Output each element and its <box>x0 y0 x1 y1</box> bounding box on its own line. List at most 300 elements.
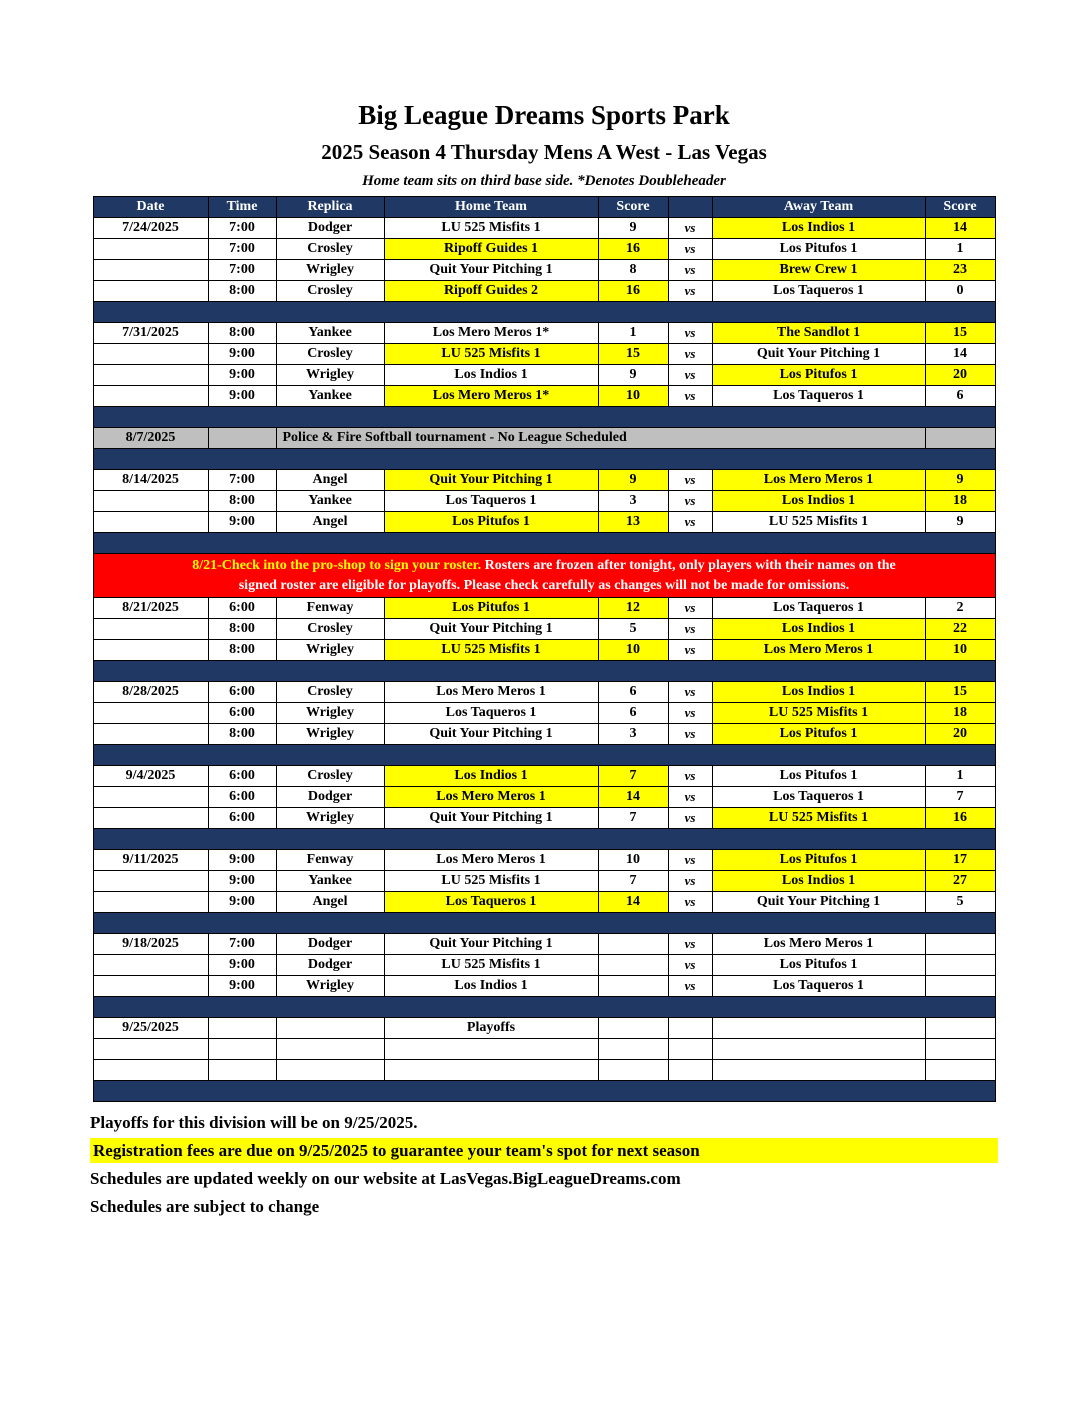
time-cell: 9:00 <box>208 512 276 533</box>
away-score-cell: 14 <box>925 344 995 365</box>
away-team-cell: LU 525 Misfits 1 <box>712 703 925 724</box>
date-cell <box>93 344 208 365</box>
away-score-cell: 6 <box>925 386 995 407</box>
away-score-cell: 14 <box>925 218 995 239</box>
date-cell <box>93 892 208 913</box>
away-team-cell: Los Pitufos 1 <box>712 365 925 386</box>
date-cell <box>93 640 208 661</box>
away-team-cell: LU 525 Misfits 1 <box>712 512 925 533</box>
home-score-cell: 12 <box>598 598 668 619</box>
away-team-cell: Los Pitufos 1 <box>712 850 925 871</box>
game-row <box>93 850 995 871</box>
game-row <box>93 470 995 491</box>
replica-cell: Yankee <box>276 491 384 512</box>
home-score-cell <box>598 976 668 997</box>
home-score-cell: 10 <box>598 850 668 871</box>
vs-cell: vs <box>668 787 712 808</box>
separator-bar <box>93 745 995 766</box>
separator-row <box>93 745 995 766</box>
home-team-cell: Los Pitufos 1 <box>384 598 598 619</box>
time-cell: 7:00 <box>208 239 276 260</box>
home-score-cell: 10 <box>598 386 668 407</box>
vs-cell: vs <box>668 598 712 619</box>
header-away-team: Away Team <box>712 197 925 218</box>
vs-cell: vs <box>668 976 712 997</box>
home-score-cell: 10 <box>598 640 668 661</box>
home-team-note: Home team sits on third base side. *Denotes Doubleheader <box>362 173 726 189</box>
replica-cell: Crosley <box>276 239 384 260</box>
time-cell: 8:00 <box>208 619 276 640</box>
game-row <box>93 260 995 281</box>
home-team-cell: Los Mero Meros 1* <box>384 323 598 344</box>
home-team-cell: Los Taqueros 1 <box>384 892 598 913</box>
header-vs <box>668 197 712 218</box>
vs-cell: vs <box>668 491 712 512</box>
header-home-score: Score <box>598 197 668 218</box>
roster-banner-row <box>93 554 995 598</box>
date-cell <box>93 619 208 640</box>
vs-cell: vs <box>668 871 712 892</box>
away-team-cell: Los Taqueros 1 <box>712 386 925 407</box>
away-score-cell: 18 <box>925 491 995 512</box>
separator-bar <box>93 997 995 1018</box>
game-row <box>93 365 995 386</box>
away-team-cell: LU 525 Misfits 1 <box>712 808 925 829</box>
away-score-cell: 2 <box>925 598 995 619</box>
vs-cell: vs <box>668 386 712 407</box>
away-team-cell: Los Indios 1 <box>712 619 925 640</box>
replica-cell: Fenway <box>276 598 384 619</box>
home-score-cell: 7 <box>598 871 668 892</box>
blank-row <box>93 1060 995 1081</box>
replica-cell: Wrigley <box>276 724 384 745</box>
home-team-cell: Los Mero Meros 1* <box>384 386 598 407</box>
roster-banner-rest: Rosters are frozen after tonight, only players with their names on the <box>481 557 896 573</box>
game-row <box>93 724 995 745</box>
away-team-cell: Los Taqueros 1 <box>712 281 925 302</box>
time-cell: 9:00 <box>208 892 276 913</box>
separator-row <box>93 661 995 682</box>
away-team-cell: Los Pitufos 1 <box>712 239 925 260</box>
home-team-cell: Los Mero Meros 1 <box>384 682 598 703</box>
away-team-cell: Los Taqueros 1 <box>712 598 925 619</box>
game-row <box>93 218 995 239</box>
footer-playoffs-note: Playoffs for this division will be on 9/25/2025. <box>90 1113 418 1132</box>
away-team-cell <box>712 1039 925 1060</box>
date-cell: 8/21/2025 <box>93 598 208 619</box>
playoffs-row <box>93 1018 995 1039</box>
home-score-cell <box>598 1060 668 1081</box>
home-team-cell: LU 525 Misfits 1 <box>384 871 598 892</box>
footer-notes <box>90 1110 998 1219</box>
separator-bar <box>93 1081 995 1102</box>
date-cell: 9/11/2025 <box>93 850 208 871</box>
vs-cell: vs <box>668 640 712 661</box>
home-score-cell <box>598 934 668 955</box>
notice-date-cell: 8/7/2025 <box>93 428 208 449</box>
away-team-cell: The Sandlot 1 <box>712 323 925 344</box>
away-team-cell: Brew Crew 1 <box>712 260 925 281</box>
replica-cell: Dodger <box>276 934 384 955</box>
time-cell: 8:00 <box>208 281 276 302</box>
away-score-cell: 17 <box>925 850 995 871</box>
date-cell <box>93 703 208 724</box>
date-cell: 7/24/2025 <box>93 218 208 239</box>
away-score-cell: 7 <box>925 787 995 808</box>
away-team-cell: Los Mero Meros 1 <box>712 640 925 661</box>
time-cell: 6:00 <box>208 766 276 787</box>
date-cell: 8/14/2025 <box>93 470 208 491</box>
date-cell: 9/4/2025 <box>93 766 208 787</box>
vs-cell <box>668 1018 712 1039</box>
date-cell: 7/31/2025 <box>93 323 208 344</box>
vs-cell: vs <box>668 682 712 703</box>
away-score-cell: 9 <box>925 470 995 491</box>
home-team-cell: Quit Your Pitching 1 <box>384 260 598 281</box>
away-team-cell: Los Pitufos 1 <box>712 724 925 745</box>
away-score-cell: 1 <box>925 239 995 260</box>
footer-website-note: Schedules are updated weekly on our website at LasVegas.BigLeagueDreams.com <box>90 1169 681 1188</box>
away-score-cell: 5 <box>925 892 995 913</box>
vs-cell: vs <box>668 619 712 640</box>
date-cell <box>93 260 208 281</box>
vs-cell <box>668 1039 712 1060</box>
home-team-cell: Quit Your Pitching 1 <box>384 934 598 955</box>
replica-cell: Crosley <box>276 682 384 703</box>
time-cell: 7:00 <box>208 218 276 239</box>
vs-cell: vs <box>668 470 712 491</box>
game-row <box>93 491 995 512</box>
time-cell: 9:00 <box>208 955 276 976</box>
roster-banner-line2: signed roster are eligible for playoffs. Please check carefully as changes will not be made for omissions. <box>238 577 850 593</box>
date-cell <box>93 1060 208 1081</box>
game-row <box>93 640 995 661</box>
separator-row <box>93 913 995 934</box>
away-team-cell: Los Indios 1 <box>712 871 925 892</box>
away-score-cell: 20 <box>925 724 995 745</box>
home-team-cell: Quit Your Pitching 1 <box>384 619 598 640</box>
separator-bar <box>93 407 995 428</box>
away-score-cell <box>925 1018 995 1039</box>
time-cell: 8:00 <box>208 640 276 661</box>
header-home-team: Home Team <box>384 197 598 218</box>
time-cell: 6:00 <box>208 808 276 829</box>
notice-text-cell: Police & Fire Softball tournament - No League Scheduled <box>276 428 925 449</box>
home-team-cell: Los Mero Meros 1 <box>384 787 598 808</box>
notice-row <box>93 428 995 449</box>
home-team-cell: Los Pitufos 1 <box>384 512 598 533</box>
time-cell: 9:00 <box>208 871 276 892</box>
notice-score-cell <box>925 428 995 449</box>
time-cell: 8:00 <box>208 491 276 512</box>
separator-bar <box>93 661 995 682</box>
time-cell: 9:00 <box>208 365 276 386</box>
replica-cell: Wrigley <box>276 808 384 829</box>
separator-bar <box>93 302 995 323</box>
replica-cell: Dodger <box>276 218 384 239</box>
separator-row <box>93 302 995 323</box>
vs-cell: vs <box>668 323 712 344</box>
replica-cell <box>276 1060 384 1081</box>
time-cell: 9:00 <box>208 386 276 407</box>
home-score-cell: 16 <box>598 281 668 302</box>
replica-cell: Fenway <box>276 850 384 871</box>
date-cell <box>93 976 208 997</box>
vs-cell: vs <box>668 260 712 281</box>
home-team-cell: LU 525 Misfits 1 <box>384 640 598 661</box>
time-cell <box>208 1039 276 1060</box>
away-score-cell <box>925 976 995 997</box>
replica-cell: Wrigley <box>276 976 384 997</box>
home-score-cell <box>598 1018 668 1039</box>
home-team-cell: Quit Your Pitching 1 <box>384 470 598 491</box>
time-cell: 6:00 <box>208 787 276 808</box>
vs-cell: vs <box>668 512 712 533</box>
home-score-cell: 9 <box>598 218 668 239</box>
away-team-cell: Los Mero Meros 1 <box>712 470 925 491</box>
home-team-cell: Quit Your Pitching 1 <box>384 808 598 829</box>
page-subtitle: 2025 Season 4 Thursday Mens A West - Las Vegas <box>321 140 767 164</box>
away-score-cell: 27 <box>925 871 995 892</box>
home-team-cell: Los Indios 1 <box>384 976 598 997</box>
away-team-cell: Los Pitufos 1 <box>712 955 925 976</box>
replica-cell: Wrigley <box>276 365 384 386</box>
game-row <box>93 323 995 344</box>
separator-bar <box>93 829 995 850</box>
date-cell <box>93 871 208 892</box>
time-cell: 9:00 <box>208 850 276 871</box>
date-cell <box>93 808 208 829</box>
vs-cell: vs <box>668 808 712 829</box>
roster-banner-highlight: 8/21-Check into the pro-shop to sign your roster. <box>192 557 482 573</box>
home-score-cell: 3 <box>598 724 668 745</box>
away-score-cell <box>925 1060 995 1081</box>
playoffs-label-cell: Playoffs <box>384 1018 598 1039</box>
footer-subject-to-change-note: Schedules are subject to change <box>90 1197 320 1216</box>
away-team-cell: Los Taqueros 1 <box>712 976 925 997</box>
home-team-cell <box>384 1039 598 1060</box>
replica-cell <box>276 1018 384 1039</box>
separator-row <box>93 997 995 1018</box>
page-title: Big League Dreams Sports Park <box>358 100 730 130</box>
replica-cell: Dodger <box>276 955 384 976</box>
away-team-cell: Quit Your Pitching 1 <box>712 892 925 913</box>
header-date: Date <box>93 197 208 218</box>
home-team-cell: Ripoff Guides 2 <box>384 281 598 302</box>
game-row <box>93 281 995 302</box>
separator-row <box>93 533 995 554</box>
time-cell: 7:00 <box>208 934 276 955</box>
vs-cell <box>668 1060 712 1081</box>
game-row <box>93 871 995 892</box>
time-cell: 7:00 <box>208 470 276 491</box>
roster-banner-cell <box>93 554 995 598</box>
away-score-cell: 23 <box>925 260 995 281</box>
away-score-cell: 18 <box>925 703 995 724</box>
home-score-cell: 6 <box>598 682 668 703</box>
time-cell: 8:00 <box>208 323 276 344</box>
replica-cell <box>276 1039 384 1060</box>
replica-cell: Angel <box>276 470 384 491</box>
header-row <box>93 197 995 218</box>
replica-cell: Crosley <box>276 619 384 640</box>
date-cell <box>93 512 208 533</box>
game-row <box>93 892 995 913</box>
replica-cell: Angel <box>276 512 384 533</box>
replica-cell: Crosley <box>276 344 384 365</box>
away-team-cell: Los Pitufos 1 <box>712 766 925 787</box>
time-cell: 8:00 <box>208 724 276 745</box>
home-score-cell: 14 <box>598 787 668 808</box>
date-cell <box>93 386 208 407</box>
separator-bar <box>93 449 995 470</box>
home-score-cell: 16 <box>598 239 668 260</box>
away-score-cell <box>925 934 995 955</box>
date-cell <box>93 955 208 976</box>
away-score-cell: 15 <box>925 682 995 703</box>
separator-bar <box>93 913 995 934</box>
separator-row <box>93 1081 995 1102</box>
separator-row <box>93 829 995 850</box>
game-row <box>93 239 995 260</box>
game-row <box>93 787 995 808</box>
away-score-cell: 0 <box>925 281 995 302</box>
away-team-cell: Los Indios 1 <box>712 491 925 512</box>
vs-cell: vs <box>668 218 712 239</box>
home-team-cell: LU 525 Misfits 1 <box>384 344 598 365</box>
home-score-cell: 6 <box>598 703 668 724</box>
home-score-cell: 8 <box>598 260 668 281</box>
vs-cell: vs <box>668 724 712 745</box>
game-row <box>93 976 995 997</box>
vs-cell: vs <box>668 892 712 913</box>
schedule-table-head <box>93 197 995 218</box>
home-score-cell: 15 <box>598 344 668 365</box>
home-team-cell: LU 525 Misfits 1 <box>384 955 598 976</box>
home-score-cell: 14 <box>598 892 668 913</box>
schedule-table <box>93 196 996 1102</box>
home-score-cell: 13 <box>598 512 668 533</box>
home-score-cell <box>598 955 668 976</box>
header-time: Time <box>208 197 276 218</box>
date-cell <box>93 787 208 808</box>
game-row <box>93 512 995 533</box>
vs-cell: vs <box>668 281 712 302</box>
replica-cell: Wrigley <box>276 640 384 661</box>
home-team-cell <box>384 1060 598 1081</box>
home-team-cell: Los Taqueros 1 <box>384 491 598 512</box>
separator-bar <box>93 533 995 554</box>
vs-cell: vs <box>668 934 712 955</box>
date-cell <box>93 724 208 745</box>
vs-cell: vs <box>668 239 712 260</box>
time-cell: 9:00 <box>208 976 276 997</box>
away-score-cell: 9 <box>925 512 995 533</box>
game-row <box>93 703 995 724</box>
roster-banner-line1 <box>96 556 993 576</box>
game-row <box>93 619 995 640</box>
home-team-cell: Los Mero Meros 1 <box>384 850 598 871</box>
time-cell: 6:00 <box>208 598 276 619</box>
home-team-cell: LU 525 Misfits 1 <box>384 218 598 239</box>
time-cell: 7:00 <box>208 260 276 281</box>
game-row <box>93 808 995 829</box>
home-team-cell: Quit Your Pitching 1 <box>384 724 598 745</box>
away-score-cell: 10 <box>925 640 995 661</box>
home-score-cell <box>598 1039 668 1060</box>
away-team-cell: Los Mero Meros 1 <box>712 934 925 955</box>
vs-cell: vs <box>668 344 712 365</box>
home-score-cell: 7 <box>598 766 668 787</box>
away-team-cell: Los Indios 1 <box>712 218 925 239</box>
header-away-score: Score <box>925 197 995 218</box>
replica-cell: Yankee <box>276 871 384 892</box>
home-team-cell: Los Taqueros 1 <box>384 703 598 724</box>
header-replica: Replica <box>276 197 384 218</box>
away-score-cell: 16 <box>925 808 995 829</box>
away-team-cell <box>712 1060 925 1081</box>
vs-cell: vs <box>668 850 712 871</box>
time-cell: 6:00 <box>208 682 276 703</box>
replica-cell: Wrigley <box>276 703 384 724</box>
home-team-cell: Los Indios 1 <box>384 365 598 386</box>
away-team-cell <box>712 1018 925 1039</box>
game-row <box>93 955 995 976</box>
home-team-cell: Ripoff Guides 1 <box>384 239 598 260</box>
game-row <box>93 598 995 619</box>
separator-row <box>93 407 995 428</box>
game-row <box>93 766 995 787</box>
replica-cell: Yankee <box>276 323 384 344</box>
date-cell <box>93 281 208 302</box>
home-score-cell: 9 <box>598 470 668 491</box>
game-row <box>93 386 995 407</box>
schedule-rows <box>93 218 995 1102</box>
away-score-cell: 1 <box>925 766 995 787</box>
away-score-cell: 22 <box>925 619 995 640</box>
home-team-cell: Los Indios 1 <box>384 766 598 787</box>
time-cell: 6:00 <box>208 703 276 724</box>
vs-cell: vs <box>668 365 712 386</box>
replica-cell: Wrigley <box>276 260 384 281</box>
date-cell <box>93 1039 208 1060</box>
home-score-cell: 9 <box>598 365 668 386</box>
date-cell <box>93 491 208 512</box>
date-cell <box>93 365 208 386</box>
away-score-cell <box>925 955 995 976</box>
date-cell: 9/25/2025 <box>93 1018 208 1039</box>
separator-row <box>93 449 995 470</box>
time-cell <box>208 1018 276 1039</box>
time-cell <box>208 1060 276 1081</box>
game-row <box>93 934 995 955</box>
date-cell: 9/18/2025 <box>93 934 208 955</box>
replica-cell: Angel <box>276 892 384 913</box>
notice-time-cell <box>208 428 276 449</box>
replica-cell: Dodger <box>276 787 384 808</box>
away-team-cell: Quit Your Pitching 1 <box>712 344 925 365</box>
home-score-cell: 5 <box>598 619 668 640</box>
away-score-cell: 20 <box>925 365 995 386</box>
replica-cell: Yankee <box>276 386 384 407</box>
time-cell: 9:00 <box>208 344 276 365</box>
away-score-cell: 15 <box>925 323 995 344</box>
blank-row <box>93 1039 995 1060</box>
vs-cell: vs <box>668 766 712 787</box>
date-cell <box>93 239 208 260</box>
replica-cell: Crosley <box>276 766 384 787</box>
game-row <box>93 682 995 703</box>
